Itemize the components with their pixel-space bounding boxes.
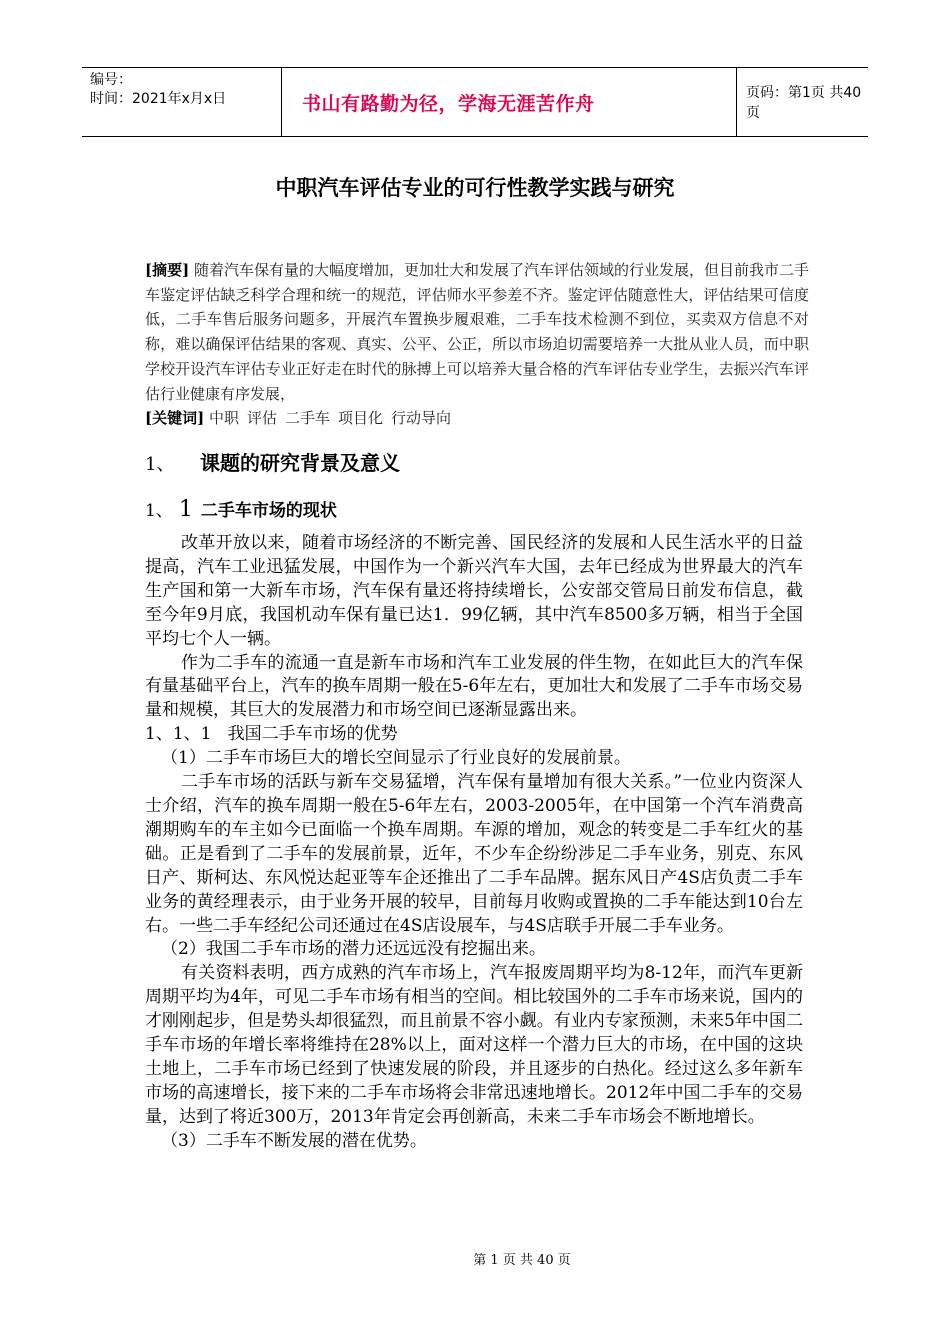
subsection-title: 二手车市场的现状 bbox=[200, 501, 337, 521]
section-title: 课题的研究背景及意义 bbox=[200, 451, 400, 475]
page-footer: 第 1 页 共 40 页 bbox=[473, 1253, 571, 1268]
abstract-text: 随着汽车保有量的大幅度增加，更加壮大和发展了汽车评估领域的行业发展，但目前我市二手车鉴定评估缺乏科学合理和统一的规范，评估师水平参差不齐。鉴定评估随意性大，评估结果可信度低，二手车售后服务问题多，开展汽车置换步履艰难，二手车技术检测不到位，买卖双方信息不对称，难以确保评估结果的客观、真实、公平、公正，所以市场迫切需要培养一大批从业人员，而中职学校开设汽车评估专业正好走在时代的脉搏上可以培养大量合格的汽车评估专业学生，去振兴汽车评估行业健康有序发展， bbox=[145, 261, 809, 403]
paragraph: 有关资料表明，西方成熟的汽车市场上，汽车报废周期平均为8-12年，而汽车更新周期平均为4年，可见二手车市场有相当的空间。相比较国外的二手车市场来说，国内的才刚刚起步，但是势头却很猛烈，而且前景不容小觑。有业内专家预测，未来5年中国二手车市场的年增长率将维持在28%以上，面对这样一个潜力巨大的市场，在中国的这块土地上，二手车市场已经到了快速发展的阶段，并且逐步的白热化。经过这么多年新车市场的高速增长，接下来的二手车市场将会非常迅速地增长。2012年中国二手车的交易量，达到了将近300万，2013年肯定会再创新高，未来二手车市场会不断地增长。 bbox=[145, 963, 803, 1127]
header-table bbox=[82, 67, 868, 137]
keywords-line bbox=[145, 406, 809, 431]
keyword: 中职 bbox=[208, 409, 239, 428]
keywords-label: [关键词] bbox=[145, 409, 205, 428]
keyword: 二手车 bbox=[285, 409, 331, 428]
subsection-number-2: 1 bbox=[178, 497, 193, 522]
abstract-paragraph bbox=[145, 258, 809, 406]
paragraph: 二手车市场的活跃与新车交易猛增，汽车保有量增加有很大关系。”一位业内资深人士介绍，汽车的换车周期一般在5-6年左右，2003-2005年，在中国第一个汽车消费高潮期购车的车主如今已面临一个换车周期。车源的增加，观念的转变是二手车红火的基础。正是看到了二手车的发展前景，近年，不少车企纷纷涉足二手车业务，别克、东风日产、斯柯达、东风悦达起亚等车企还推出了二手车品牌。据东风日产4S店负责二手车业务的黄经理表示，由于业务开展的较早，目前每月收购或置换的二手车能达到10台左右。一些二手车经纪公司还通过在4S店设展车，与4S店联手开展二手车业务。 bbox=[145, 772, 803, 936]
section-number: 1、 bbox=[145, 454, 175, 475]
paragraph: （3）二手车不断发展的潜在优势。 bbox=[161, 1130, 427, 1151]
keyword: 行动导向 bbox=[391, 409, 452, 428]
document-title: 中职汽车评估专业的可行性教学实践与研究 bbox=[275, 176, 675, 200]
number-label: 编号： bbox=[90, 72, 132, 88]
header-meta bbox=[82, 68, 282, 136]
subheading: 1、1、1 我国二手车市场的优势 bbox=[145, 724, 398, 745]
header-page-info: 页码：第1页 共40页 bbox=[746, 85, 862, 121]
section-heading-1 bbox=[145, 447, 400, 476]
paragraph: 改革开放以来，随着市场经济的不断完善、国民经济的发展和人民生活水平的日益提高，汽车工业迅猛发展，中国作为一个新兴汽车大国，去年已经成为世界最大的汽车生产国和第一大新车市场，汽车保有量还将持续增长，公安部交管局日前发布信息，截至今年9月底，我国机动车保有量已达1．99亿辆，其中汽车8500多万辆，相当于全国平均七个人一辆。 bbox=[145, 533, 803, 649]
paragraph: （1）二手车市场巨大的增长空间显示了行业良好的发展前景。 bbox=[161, 748, 631, 769]
body-text bbox=[145, 532, 803, 1154]
abstract-label: [摘要] bbox=[145, 261, 190, 279]
paragraph: 作为二手车的流通一直是新车市场和汽车工业发展的伴生物，在如此巨大的汽车保有量基础平台上，汽车的换车周期一般在5-6年左右，更加壮大和发展了二手车市场交易量和规模，其巨大的发展潜力和市场空间已逐渐显露出来。 bbox=[145, 652, 803, 721]
section-heading-1-1 bbox=[145, 496, 337, 522]
header-motto: 书山有路勤为径，学海无涯苦作舟 bbox=[282, 68, 737, 136]
abstract-block bbox=[145, 258, 809, 431]
keyword: 项目化 bbox=[338, 409, 384, 428]
date-label: 时间：2021年x月x日 bbox=[90, 91, 227, 107]
paragraph: （2）我国二手车市场的潜力还远远没有挖掘出来。 bbox=[161, 939, 546, 960]
subsection-number: 1、 bbox=[145, 501, 173, 521]
keyword: 评估 bbox=[247, 409, 278, 428]
